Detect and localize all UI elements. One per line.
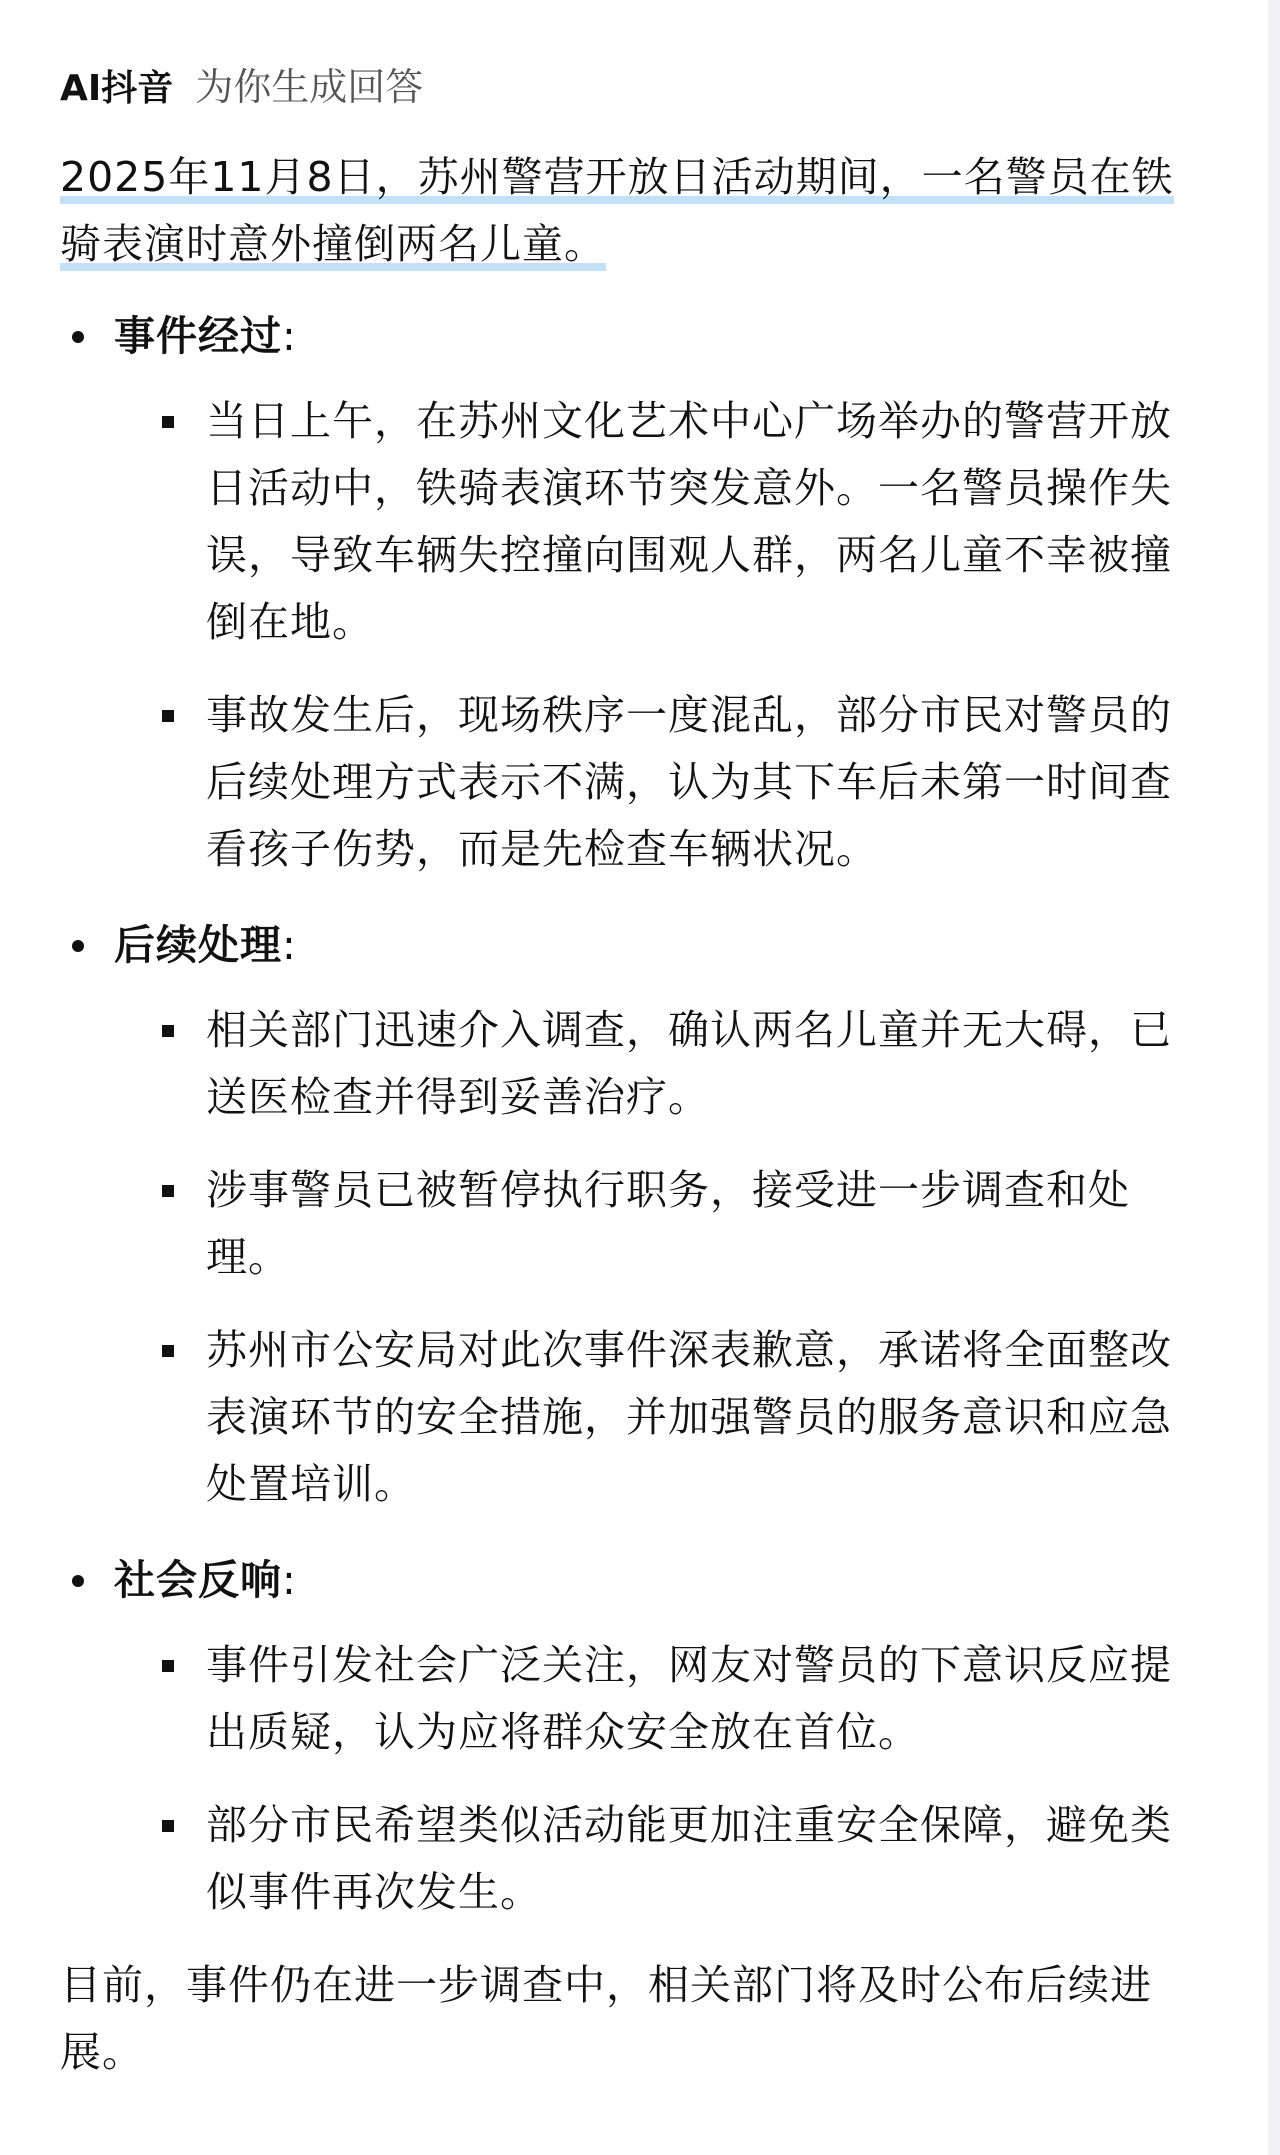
- list-item: 事故发生后，现场秩序一度混乱，部分市民对警员的后续处理方式表示不满，认为其下车后未第一时间查看孩子伤势，而是先检查车辆状况。: [206, 682, 1208, 883]
- answer-sections: [60, 300, 1208, 1926]
- answer-header: [60, 56, 1208, 116]
- list-item: 部分市民希望类似活动能更加注重安全保障，避免类似事件再次发生。: [206, 1792, 1208, 1926]
- section-public-reaction: [60, 1544, 1208, 1926]
- section-follow-up: [60, 909, 1208, 1518]
- section-title: 后续处理:: [114, 921, 297, 969]
- highlighted-summary[interactable]: 2025年11月8日，苏州警营开放日活动期间，一名警员在铁骑表演时意外撞倒两名儿童。: [60, 153, 1174, 271]
- answer-conclusion: 目前，事件仍在进一步调查中，相关部门将及时公布后续进展。: [60, 1961, 1152, 2076]
- section-items: [114, 388, 1208, 883]
- ai-douyin-brand: AI抖音: [60, 68, 174, 109]
- section-items: [114, 997, 1208, 1518]
- section-title: 社会反响:: [114, 1556, 297, 1604]
- page-edge: [1268, 0, 1280, 2155]
- list-item: 苏州市公安局对此次事件深表歉意，承诺将全面整改表演环节的安全措施，并加强警员的服务意识和应急处置培训。: [206, 1317, 1208, 1518]
- list-item: 当日上午，在苏州文化艺术中心广场举办的警营开放日活动中，铁骑表演环节突发意外。一名警员操作失误，导致车辆失控撞向围观人群，两名儿童不幸被撞倒在地。: [206, 388, 1208, 656]
- answer-subtitle: 为你生成回答: [195, 65, 424, 109]
- answer-intro: [60, 144, 1208, 278]
- section-event-process: [60, 300, 1208, 883]
- list-item: 事件引发社会广泛关注，网友对警员的下意识反应提出质疑，认为应将群众安全放在首位。: [206, 1632, 1208, 1766]
- section-title: 事件经过:: [114, 312, 297, 360]
- list-item: 相关部门迅速介入调查，确认两名儿童并无大碍，已送医检查并得到妥善治疗。: [206, 997, 1208, 1131]
- list-item: 涉事警员已被暂停执行职务，接受进一步调查和处理。: [206, 1157, 1208, 1291]
- section-items: [114, 1632, 1208, 1926]
